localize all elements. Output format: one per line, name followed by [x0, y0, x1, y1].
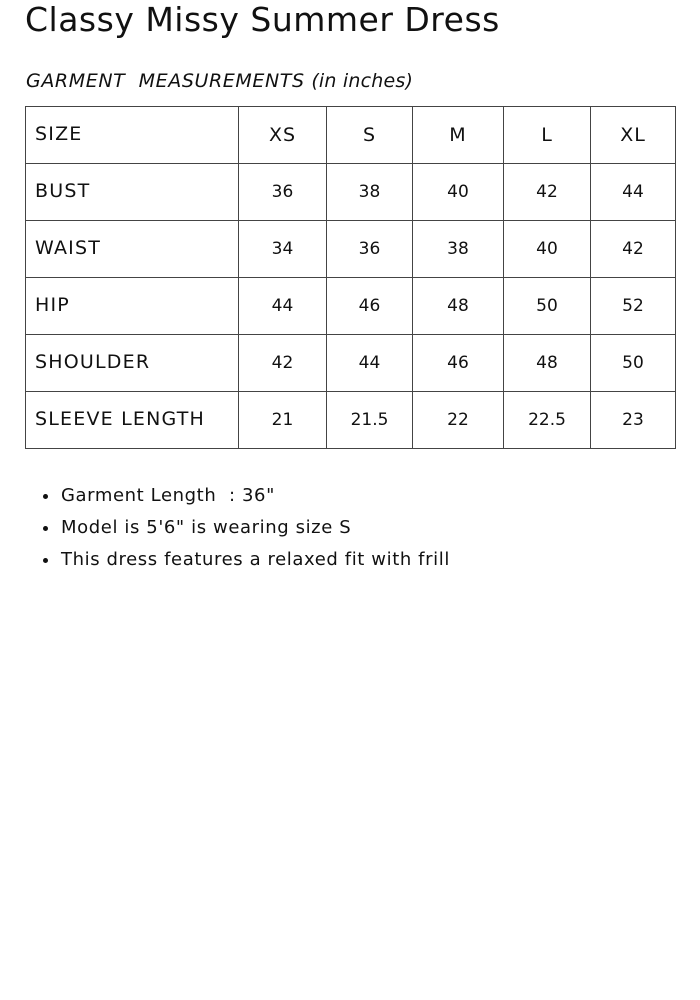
garment-notes-list: [43, 482, 450, 578]
bullet-icon: [43, 494, 48, 499]
measurement-cell: 42: [504, 164, 591, 221]
measurement-cell: 38: [327, 164, 413, 221]
measurement-cell: 44: [239, 278, 327, 335]
measurement-cell: 22: [413, 392, 504, 449]
table-row: [26, 335, 676, 392]
measurement-cell: 42: [591, 221, 676, 278]
measurement-cell: 36: [239, 164, 327, 221]
measurement-cell: 44: [591, 164, 676, 221]
size-column-header: S: [327, 107, 413, 164]
measurement-cell: 48: [504, 335, 591, 392]
table-row: [26, 392, 676, 449]
measurement-cell: 38: [413, 221, 504, 278]
list-item: [43, 546, 450, 578]
measurement-cell: 34: [239, 221, 327, 278]
size-header-label: SIZE: [26, 107, 239, 164]
measurement-cell: 50: [591, 335, 676, 392]
page-title: Classy Missy Summer Dress: [25, 0, 500, 39]
measurement-cell: 46: [413, 335, 504, 392]
measurements-subtitle: [26, 68, 413, 94]
measurements-unit: (in inches): [311, 70, 414, 92]
measurement-cell: 52: [591, 278, 676, 335]
measurement-cell: 44: [327, 335, 413, 392]
note-text: This dress features a relaxed fit with frill: [61, 549, 450, 570]
table-row: [26, 221, 676, 278]
size-column-header: M: [413, 107, 504, 164]
measurement-cell: 21.5: [327, 392, 413, 449]
measurements-label: GARMENT MEASUREMENTS: [26, 70, 305, 92]
row-label: SHOULDER: [26, 335, 239, 392]
measurement-cell: 21: [239, 392, 327, 449]
measurement-cell: 40: [413, 164, 504, 221]
measurement-cell: 40: [504, 221, 591, 278]
row-label: BUST: [26, 164, 239, 221]
measurement-cell: 50: [504, 278, 591, 335]
note-text: Model is 5'6" is wearing size S: [61, 517, 352, 538]
measurement-cell: 48: [413, 278, 504, 335]
measurement-cell: 23: [591, 392, 676, 449]
size-column-header: XS: [239, 107, 327, 164]
row-label: HIP: [26, 278, 239, 335]
measurement-cell: 42: [239, 335, 327, 392]
size-column-header: XL: [591, 107, 676, 164]
list-item: [43, 482, 450, 514]
measurement-cell: 36: [327, 221, 413, 278]
table-header-row: [26, 107, 676, 164]
row-label: WAIST: [26, 221, 239, 278]
size-column-header: L: [504, 107, 591, 164]
table-row: [26, 278, 676, 335]
bullet-icon: [43, 526, 48, 531]
list-item: [43, 514, 450, 546]
size-chart-table: [25, 106, 676, 449]
measurement-cell: 22.5: [504, 392, 591, 449]
row-label: SLEEVE LENGTH: [26, 392, 239, 449]
table-row: [26, 164, 676, 221]
note-text: Garment Length : 36": [61, 485, 275, 506]
bullet-icon: [43, 558, 48, 563]
measurement-cell: 46: [327, 278, 413, 335]
